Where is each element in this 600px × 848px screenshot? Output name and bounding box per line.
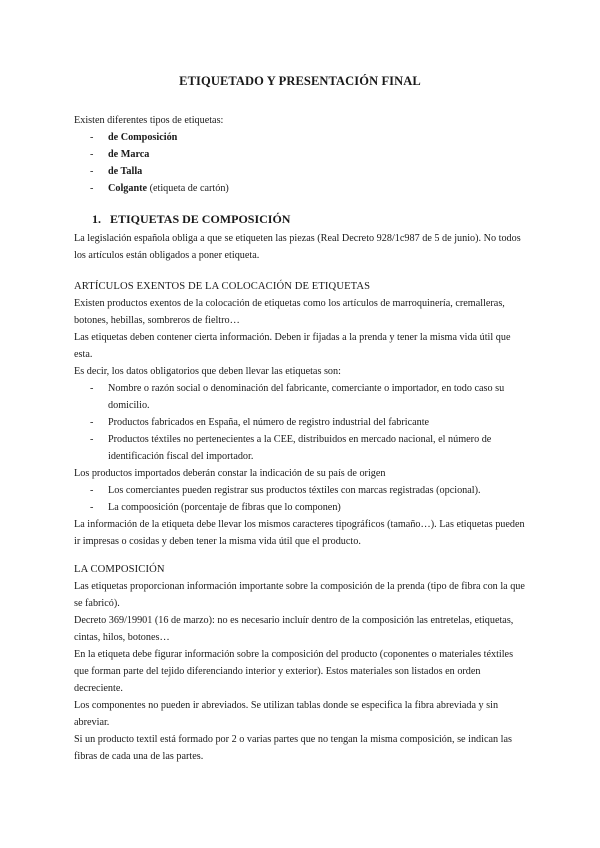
composition-paragraph-5: Si un producto textil está formado por 2 o varias partes que no tengan la misma composición, se indican las fibras de cada una de las partes.: [74, 734, 512, 762]
list-item-text: Nombre o razón social o denominación del fabricante, comerciante o importador, en todo caso su domicilio.: [108, 383, 505, 411]
section-1-body: [74, 230, 530, 264]
intro-block: [74, 112, 530, 197]
composition-paragraph-3: En la etiqueta debe figurar información sobre la composición del producto (coponentes o materiales téxtiles que forman parte del tejido diferenciando interior y exterior). Estos materiales son listados en orden decreciente.: [74, 649, 514, 694]
dash-bullet: -: [90, 149, 94, 160]
intro-text: Existen diferentes tipos de etiquetas:: [74, 115, 224, 126]
dash-bullet: -: [90, 417, 94, 428]
composition-paragraph-4: Los componentes no pueden ir abreviados. Se utilizan tablas donde se especifica la fibra abreviada y sin abreviar.: [74, 700, 499, 728]
composition-paragraph-1: Las etiquetas proporcionan información importante sobre la composición de la prenda (tipo de fibra con la que se fabricó).: [74, 581, 525, 609]
list-item-text: Los comerciantes pueden registrar sus productos téxtiles con marcas registradas (opcional).: [108, 485, 481, 496]
list-item: [74, 499, 530, 516]
section-1-paragraph: La legislación española obliga a que se etiqueten las piezas (Real Decreto 928/1c987 de 5 de junio). No todos los artículos están obligados a poner etiqueta.: [74, 233, 521, 261]
exempt-paragraph-1: Existen productos exentos de la colocación de etiquetas como los artículos de marroquinería, cremalleras, botones, hebillas, sombreros de fieltro…: [74, 298, 505, 326]
label-type-name: de Talla: [108, 166, 143, 177]
dash-bullet: -: [90, 502, 94, 513]
dash-bullet: -: [90, 166, 94, 177]
exempt-paragraph-4: Los productos importados deberán constar la indicación de su país de origen: [74, 468, 386, 479]
list-item-text: Productos fabricados en España, el número de registro industrial del fabricante: [108, 417, 430, 428]
section-heading: [92, 211, 530, 228]
list-item: [74, 146, 530, 163]
dash-bullet: -: [90, 434, 94, 445]
dash-bullet: -: [90, 132, 94, 143]
label-type-name: Colgante: [108, 183, 148, 194]
exempt-paragraph-3: Es decir, los datos obligatorios que deben llevar las etiquetas son:: [74, 366, 341, 377]
list-item: [74, 163, 530, 180]
exempt-block: [74, 278, 530, 550]
composition-paragraph-2: Decreto 369/19901 (16 de marzo): no es necesario incluír dentro de la composición las entretelas, etiquetas, cintas, hilos, botones…: [74, 615, 514, 643]
composition-heading: LA COMPOSICIÓN: [74, 564, 165, 575]
section-number: 1.: [92, 212, 101, 226]
list-item: [74, 431, 530, 465]
dash-bullet: -: [90, 183, 94, 194]
page-title: ETIQUETADO Y PRESENTACIÓN FINAL: [179, 74, 421, 88]
label-type-note: (etiqueta de cartón): [147, 183, 229, 194]
list-item: [74, 482, 530, 499]
label-type-name: de Composición: [108, 132, 178, 143]
list-item-text: La compoosición (porcentaje de fibras que lo componen): [108, 502, 341, 513]
exempt-paragraph-5: La información de la etiqueta debe llevar los mismos caracteres tipográficos (tamaño…). Las etiquetas pueden ir impresas o cosidas y deben tener la misma vida útil que el producto.: [74, 519, 525, 547]
exempt-heading: ARTÍCULOS EXENTOS DE LA COLOCACIÓN DE ETIQUETAS: [74, 281, 371, 292]
list-item-text: Productos téxtiles no pertenecientes a la CEE, distribuidos en mercado nacional, el número de identificación fiscal del importador.: [108, 434, 492, 462]
section-1-heading: [92, 211, 530, 228]
list-item: [74, 180, 530, 197]
section-title: ETIQUETAS DE COMPOSICIÓN: [110, 212, 291, 226]
composition-block: [74, 561, 530, 765]
dash-bullet: -: [90, 383, 94, 394]
exempt-paragraph-2: Las etiquetas deben contener cierta información. Deben ir fijadas a la prenda y tener la misma vida útil que esta.: [74, 332, 511, 360]
dash-bullet: -: [90, 485, 94, 496]
label-type-name: de Marca: [108, 149, 150, 160]
list-item: [74, 129, 530, 146]
list-item: [74, 380, 530, 414]
list-item: [74, 414, 530, 431]
